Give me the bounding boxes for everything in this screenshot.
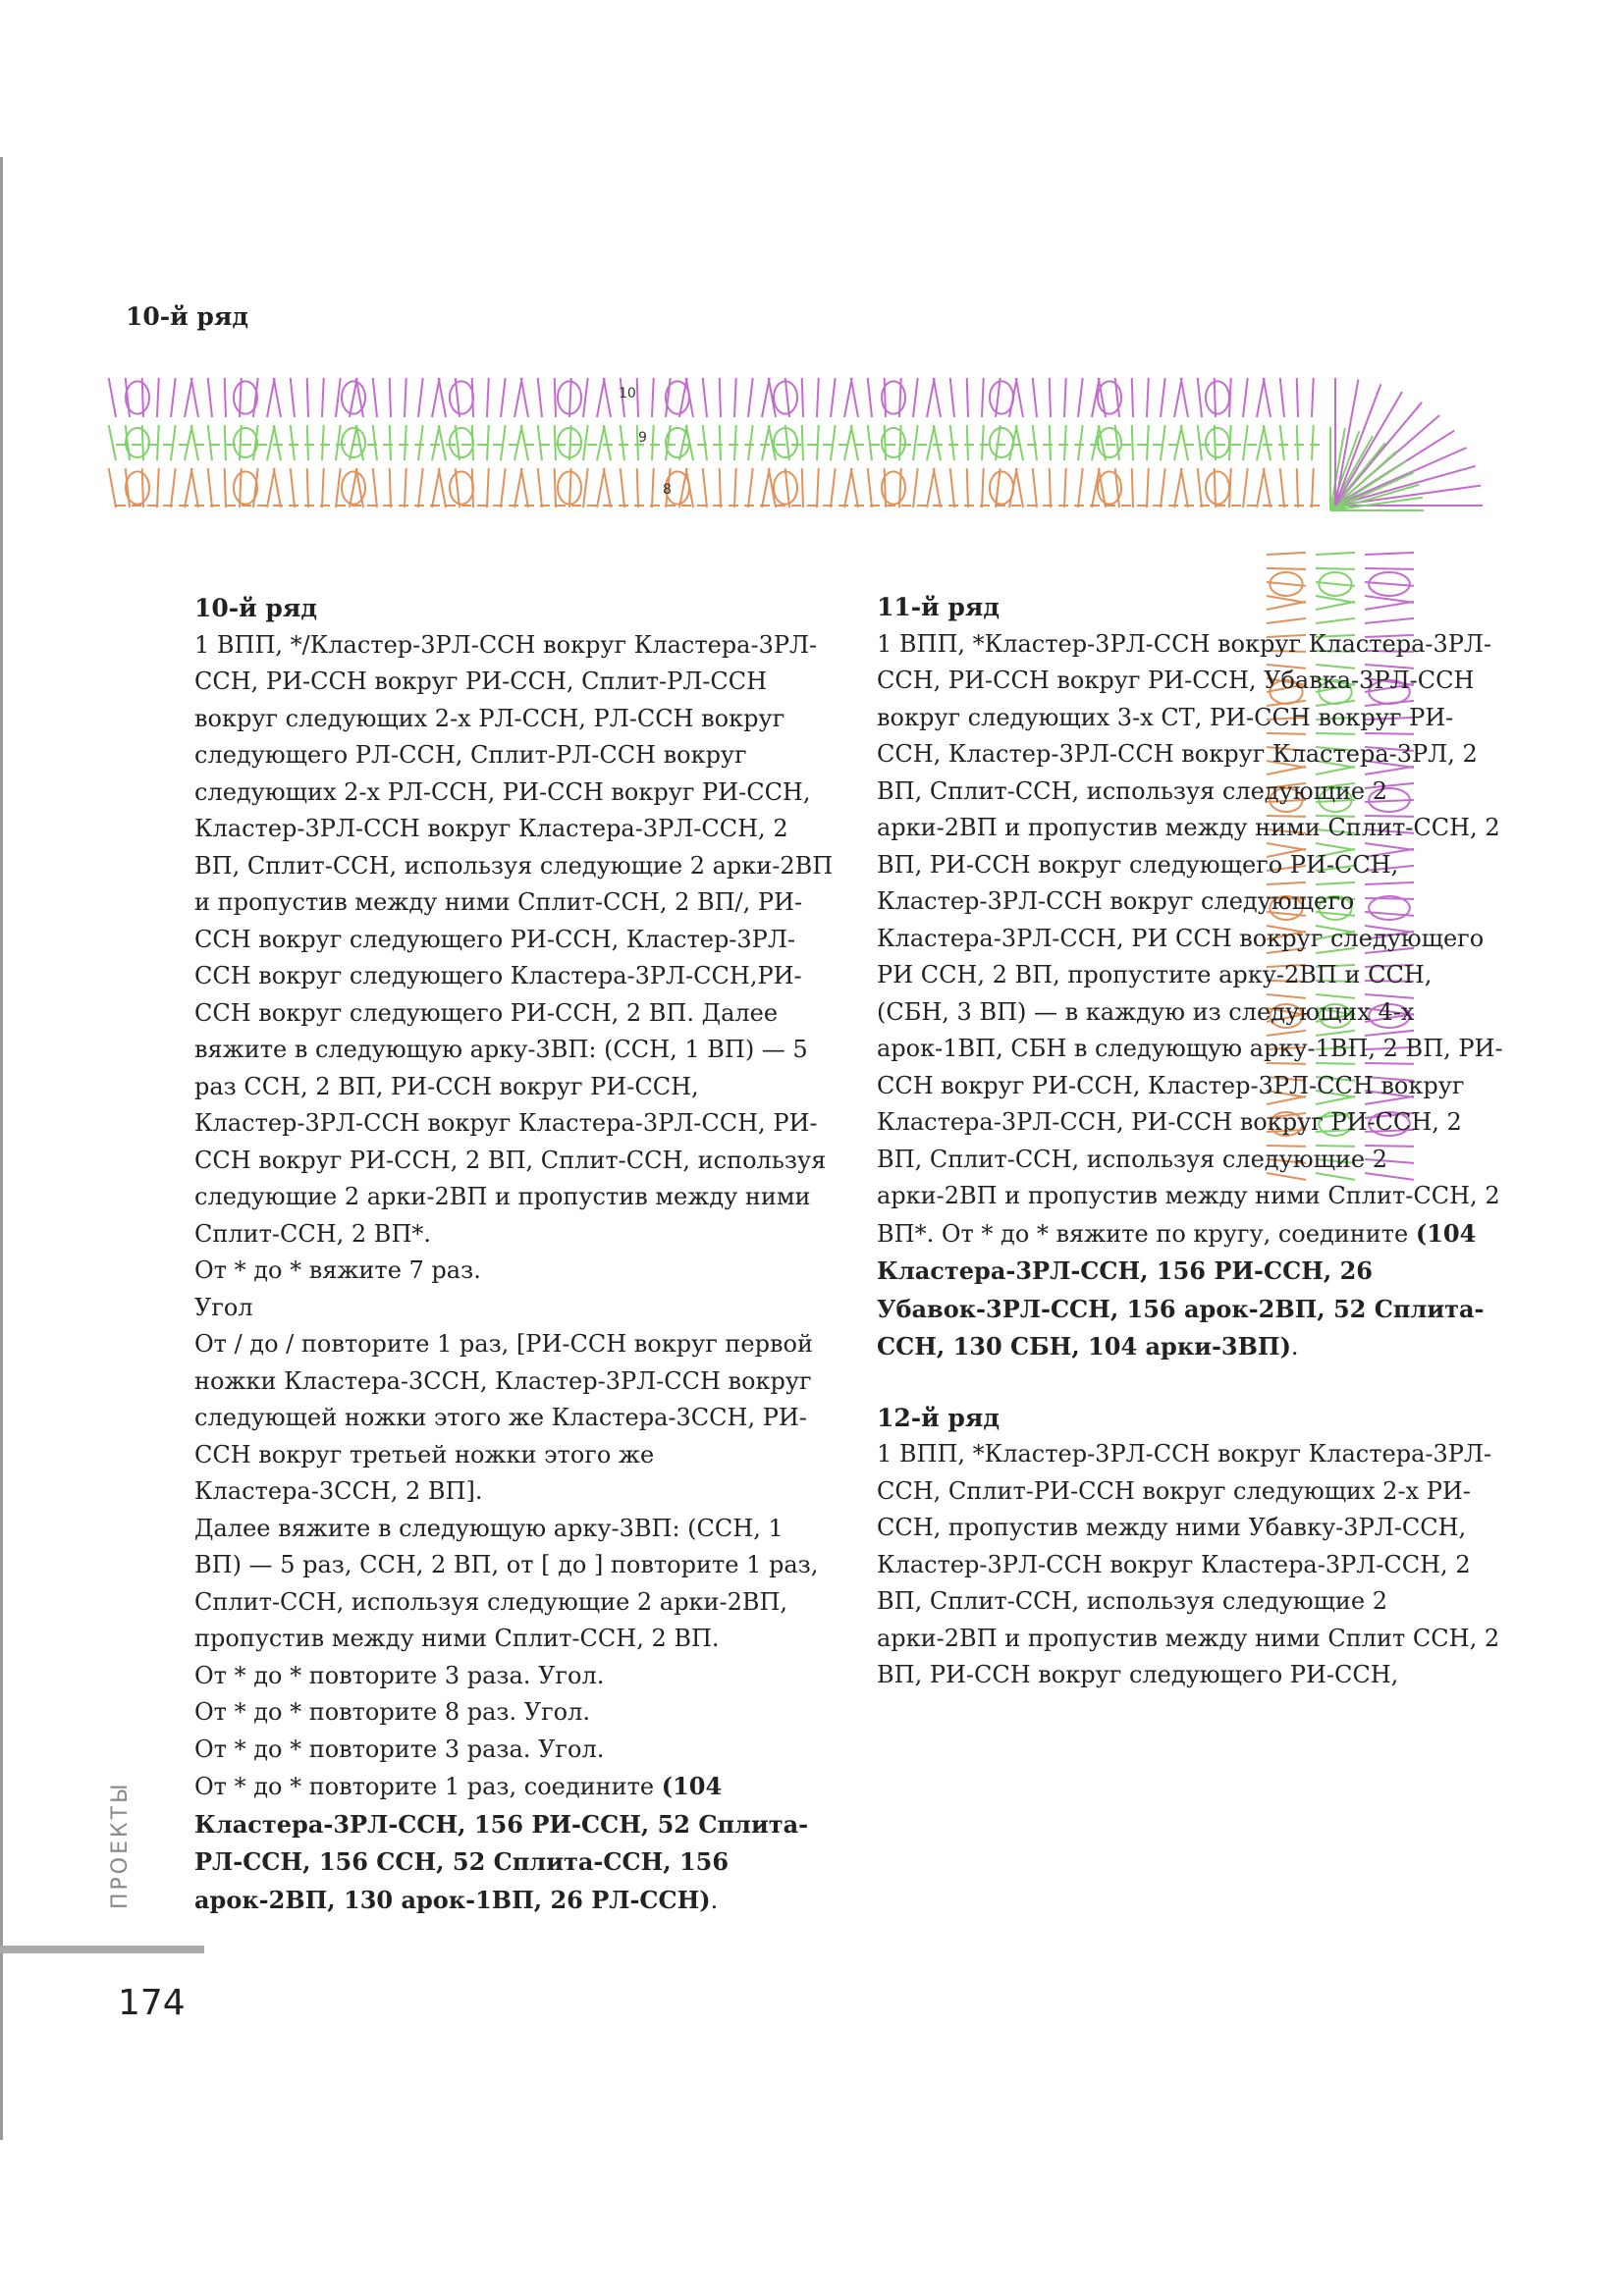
row9-stitch [652, 425, 654, 460]
row10-stitch [521, 378, 528, 417]
row8-stitch [844, 468, 852, 507]
row8-stitch [868, 468, 872, 507]
row8-stitch [885, 468, 886, 507]
row9-stitch [291, 425, 295, 460]
row8-stitch [1161, 468, 1165, 507]
row10-stitch [583, 378, 588, 417]
row8-stitch [225, 468, 226, 507]
row8-stitch [1198, 468, 1202, 507]
row8-stitch-cluster [450, 471, 473, 504]
row9-stitch [307, 425, 308, 460]
row10-stitch [439, 378, 446, 417]
row10-stitch [274, 378, 281, 417]
corner-fan-stitch [1335, 402, 1422, 506]
row9-stitch [1257, 425, 1265, 460]
row8-stitch [1280, 468, 1284, 507]
row9-stitch [208, 425, 212, 460]
row9-stitch [621, 425, 624, 460]
row8-stitch [967, 468, 968, 507]
row9-stitch [322, 425, 324, 460]
row9-stitch-vertical [1316, 568, 1355, 569]
row8-stitch [802, 468, 803, 507]
row8-stitch [1174, 468, 1182, 507]
row10-stitch [844, 378, 852, 417]
row10-stitch-cluster [450, 381, 473, 413]
row8-stitch [109, 468, 116, 507]
row10-final-text: От * до * повторите 1 раз, соедините [194, 1773, 662, 1800]
row10-stitch [555, 378, 556, 417]
row9-stitch [569, 425, 571, 460]
row10-stitch [350, 378, 357, 417]
row9-stitch-cluster [234, 428, 257, 457]
row10-stitch [487, 378, 489, 417]
row10-stitch [1050, 378, 1051, 417]
row9-stitch [185, 425, 192, 460]
row9-stitch-cluster [126, 428, 149, 457]
row10-stitch [185, 378, 192, 417]
row9-stitch [1161, 425, 1165, 460]
row9-stitch-cluster [1206, 428, 1229, 457]
row9-stitch [1147, 425, 1149, 460]
row8-stitch [208, 468, 212, 507]
row10-stitch [1132, 378, 1133, 417]
row10-stitch [1312, 378, 1314, 417]
row8-stitch [1215, 468, 1216, 507]
row10-stitch [225, 378, 226, 417]
row10-stitch-vertical [1365, 568, 1414, 569]
row10-stitch [934, 378, 941, 417]
row11-end: . [1290, 1333, 1299, 1361]
row10-stitch [868, 378, 872, 417]
row10-stitch [501, 378, 506, 417]
row10-stitch [1243, 378, 1248, 417]
row10-stitch [1174, 378, 1182, 417]
row8-stitch [1257, 468, 1265, 507]
row8-stitch [1050, 468, 1051, 507]
row9-stitch [418, 425, 423, 460]
row10-stitch [734, 378, 736, 417]
row9-stitch [785, 425, 789, 460]
row9-stitch [432, 425, 440, 460]
row8-stitch-cluster [990, 471, 1013, 504]
row11-text: 1 ВПП, *Кластер-3РЛ-ССН вокруг Кластера-3РЛ-ССН, РИ-ССН вокруг РИ-ССН, Убавка-3РЛ-ССН вокруг следующих 3-х СТ, РИ-ССН вокруг РИ-ССН, Кластер-3РЛ-ССН вокруг Кластера-3РЛ, 2 ВП, Сплит-ССН, используя следующие 2 арки-2ВП и пропустив между ними Сплит-ССН, 2 ВП, РИ-ССН вокруг следующего РИ-ССН, Кластер-3РЛ-ССН вокруг следующего Кластера-3РЛ-ССН, РИ ССН вокруг следующего РИ ССН, 2 ВП, пропустите арку-2ВП и ССН, (СБН, 3 ВП) — в каждую из следующих 4-х арок-1ВП, СБН в следующую арку-1ВП, 2 ВП, РИ-ССН вокруг РИ-ССН, Кластер-3РЛ-ССН вокруг Кластера-3РЛ-ССН, РИ-ССН вокруг РИ-ССН, 2 ВП, Сплит-ССН, используя следующие 2 арки-2ВП и пропустив между ними Сплит-ССН, 2 ВП*. От * до * вяжите по кругу, соедините [877, 629, 1503, 1248]
row9-stitch [390, 425, 391, 460]
row10-stitch [1161, 378, 1165, 417]
row9-stitch [1016, 425, 1023, 460]
row8-stitch [597, 468, 605, 507]
row10-stitch [913, 378, 918, 417]
row10-stitch [982, 378, 984, 417]
row8-stitch [538, 468, 542, 507]
row10-heading: 10-й ряд [194, 594, 318, 622]
row10-stitch [1078, 378, 1083, 417]
row10-stitch [191, 378, 198, 417]
row10-stitch [604, 378, 611, 417]
row8-stitch [785, 468, 789, 507]
row10-stitch [762, 378, 770, 417]
row8-stitch [1132, 468, 1133, 507]
row10-stitch-cluster [1206, 381, 1229, 413]
row10-instructions: 1 ВПП, */Кластер-3РЛ-ССН вокруг Кластера-3РЛ-ССН, РИ-ССН вокруг РИ-ССН, Сплит-РЛ-ССН вокруг следующих 2-х РЛ-ССН, РЛ-ССН вокруг следующего РЛ-ССН, Сплит-РЛ-ССН вокруг следующих 2-х РЛ-ССН, РИ-ССН вокруг РИ-ССН, Кластер-3РЛ-ССН вокруг Кластера-3РЛ-ССН, 2 ВП, Сплит-ССН, используя следующие 2 арки-2ВП и пропустив между ними Сплит-ССН, 2 ВП/, РИ-ССН вокруг следующего РИ-ССН, Кластер-3РЛ-ССН вокруг следующего Кластера-3РЛ-ССН,РИ-ССН вокруг следующего РИ-ССН, 2 ВП. Далее вяжите в следующую арку-3ВП: (ССН, 1 ВП) — 5 раз ССН, 2 ВП, РИ-ССН вокруг РИ-ССН, Кластер-3РЛ-ССН вокруг Кластера-3РЛ-ССН, РИ-ССН вокруг РИ-ССН, 2 ВП, Сплит-ССН, используя следующие 2 арки-2ВП и пропустив между ними Сплит-ССН, 2 ВП*. [194, 630, 834, 1248]
row9-stitch [734, 425, 736, 460]
row8-stitch-cluster [1206, 471, 1229, 504]
row9-stitch [1050, 425, 1051, 460]
section-side-label: ПРОЕКТЫ [108, 1781, 133, 1909]
row8-stitch [1243, 468, 1248, 507]
row10-stitch [885, 378, 886, 417]
row8-stitch [439, 468, 446, 507]
row10-stitch [652, 378, 654, 417]
row8-stitch [432, 468, 440, 507]
row9-stitch [350, 425, 357, 460]
row10-stitch-cluster [126, 381, 149, 413]
row9-stitch [1181, 425, 1188, 460]
row9-stitch [274, 425, 281, 460]
row9-stitch [1033, 425, 1037, 460]
row8-stitch [350, 468, 357, 507]
row9-stitch [831, 425, 836, 460]
corner-instructions: От / до / повторите 1 раз, [РИ-ССН вокруг первой ножки Кластера-3ССН, Кластер-3РЛ-ССН вокруг следующей ножки этого же Кластера-3ССН, РИ-ССН вокруг третьей ножки этого же Кластера-3ССН, 2 ВП]. [194, 1330, 813, 1505]
row8-stitch [569, 468, 571, 507]
row10-stitch [1064, 378, 1066, 417]
row8-stitch [720, 468, 721, 507]
row10-stitch [1257, 378, 1265, 417]
repeat-line-1: От * до * повторите 3 раза. Угол. [194, 1661, 605, 1689]
row11-totals: (104 Кластера-3РЛ-ССН, 156 РИ-ССН, 26 Убавок-3РЛ-ССН, 156 арок-2ВП, 52 Сплита-ССН, 130 СБН, 104 арки-3ВП) [877, 1218, 1485, 1361]
row8-stitch [322, 468, 324, 507]
row9-stitch [1132, 425, 1133, 460]
repeat-line-2: От * до * повторите 8 раз. Угол. [194, 1698, 591, 1726]
row9-stitch [885, 425, 886, 460]
row8-stitch [171, 468, 176, 507]
row9-stitch [748, 425, 753, 460]
row9-stitch [967, 425, 968, 460]
row9-stitch [267, 425, 275, 460]
row10-stitch [720, 378, 721, 417]
row10-stitch-cluster [234, 381, 257, 413]
row8-stitch [748, 468, 753, 507]
row9-stitch [521, 425, 528, 460]
left-edge-rule [0, 157, 3, 2140]
row8-stitch [1033, 468, 1037, 507]
row10-stitch [817, 378, 819, 417]
row8-stitch [157, 468, 159, 507]
row10-stitch [703, 378, 707, 417]
row10-stitch [373, 378, 377, 417]
row9-stitch [191, 425, 198, 460]
row8-stitch [514, 468, 522, 507]
right-column [877, 589, 1505, 1694]
row-label-8: 8 [663, 482, 672, 498]
row8-stitch [1312, 468, 1314, 507]
row10-totals: (104 Кластера-3РЛ-ССН, 156 РИ-ССН, 52 Сплита-РЛ-ССН, 156 ССН, 52 Сплита-ССН, 156 арок-2ВП, 130 арок-1ВП, 26 РЛ-ССН) [194, 1772, 809, 1914]
row9-stitch-vertical [1316, 553, 1355, 555]
row10-stitch [597, 378, 605, 417]
row8-stitch [1147, 468, 1149, 507]
row9-stitch [844, 425, 852, 460]
row8-stitch [185, 468, 192, 507]
row8-stitch [336, 468, 341, 507]
row9-stitch [927, 425, 935, 460]
row8-stitch [652, 468, 654, 507]
row8-stitch-vertical [1267, 582, 1306, 586]
row8-stitch [621, 468, 624, 507]
row10-stitch [171, 378, 176, 417]
row9-stitch-vertical [1316, 582, 1355, 586]
row9-stitch [817, 425, 819, 460]
row8-stitch [734, 468, 736, 507]
row8-stitch [637, 468, 638, 507]
row9-stitch-cluster [666, 428, 689, 457]
row10-stitch [1181, 378, 1188, 417]
row9-stitch [514, 425, 522, 460]
row10-stitch [831, 378, 836, 417]
row8-stitch [390, 468, 391, 507]
row10-final-end: . [710, 1886, 719, 1914]
row9-stitch [1280, 425, 1284, 460]
row8-stitch-cluster [234, 471, 257, 504]
row10-stitch [322, 378, 324, 417]
row8-stitch [291, 468, 295, 507]
row9-stitch [1264, 425, 1271, 460]
row9-stitch [1198, 425, 1202, 460]
row9-stitch [225, 425, 226, 460]
row9-stitch [501, 425, 506, 460]
row11-heading: 11-й ряд [877, 593, 1001, 621]
row8-stitch [191, 468, 198, 507]
row9-stitch [109, 425, 116, 460]
row9-stitch [1243, 425, 1248, 460]
row8-stitch [950, 468, 954, 507]
row10-stitch [157, 378, 159, 417]
row10-stitch [637, 378, 638, 417]
row8-stitch [1181, 468, 1188, 507]
row9-stitch [703, 425, 707, 460]
row8-stitch [703, 468, 707, 507]
row9-stitch [1174, 425, 1182, 460]
row8-stitch [583, 468, 588, 507]
row8-stitch [1064, 468, 1066, 507]
row10-stitch [432, 378, 440, 417]
row10-stitch [1016, 378, 1023, 417]
row9-stitch [851, 425, 858, 460]
row10-stitch [851, 378, 858, 417]
row9-stitch [762, 425, 770, 460]
page-number: 174 [118, 1983, 186, 2023]
row10-repeat: От * до * вяжите 7 раз. [194, 1256, 481, 1284]
row8-stitch [982, 468, 984, 507]
row10-stitch [514, 378, 522, 417]
diagram-title: 10-й ряд [126, 302, 249, 331]
row8-stitch [1016, 468, 1023, 507]
row12-instructions: 1 ВПП, *Кластер-3РЛ-ССН вокруг Кластера-3РЛ-ССН, Сплит-РИ-ССН вокруг следующих 2-х РИ-ССН, пропустив между ними Убавку-3РЛ-ССН, Кластер-3РЛ-ССН вокруг Кластера-3РЛ-ССН, 2 ВП, Сплит-ССН, используя следующие 2 арки-2ВП и пропустив между ними Сплит ССН, 2 ВП, РИ-ССН вокруг следующего РИ-ССН, [877, 1440, 1500, 1688]
row8-stitch [373, 468, 377, 507]
row8-stitch-vertical [1267, 553, 1306, 555]
row-label-9: 9 [638, 430, 647, 446]
row8-stitch [274, 468, 281, 507]
row10-final [194, 1768, 838, 1919]
row10-stitch [785, 378, 789, 417]
row9-stitch [487, 425, 489, 460]
row8-stitch [831, 468, 836, 507]
row10-stitch-vertical [1365, 582, 1414, 586]
row9-stitch [1064, 425, 1066, 460]
row8-stitch [267, 468, 275, 507]
row8-stitch [487, 468, 489, 507]
row10-stitch [291, 378, 295, 417]
row8-stitch [851, 468, 858, 507]
row9-stitch [336, 425, 341, 460]
row10-stitch [569, 378, 571, 417]
row9-stitch [720, 425, 721, 460]
row8-stitch [521, 468, 528, 507]
row10-stitch-vertical [1365, 553, 1414, 555]
row8-stitch [405, 468, 406, 507]
row8-stitch [555, 468, 556, 507]
row10-stitch [336, 378, 341, 417]
row9-stitch [171, 425, 176, 460]
row9-stitch-cluster [450, 428, 473, 457]
row9-stitch [373, 425, 377, 460]
row10-stitch [1198, 378, 1202, 417]
row10-stitch [1215, 378, 1216, 417]
row9-stitch [597, 425, 605, 460]
row9-stitch-cluster [990, 428, 1013, 457]
row11-instructions [877, 626, 1505, 1366]
row10-stitch [538, 378, 542, 417]
row9-stitch [868, 425, 872, 460]
row9-stitch [934, 425, 941, 460]
row-label-10: 10 [619, 386, 636, 401]
arc-instructions: Далее вяжите в следующую арку-3ВП: (ССН, 1 ВП) — 5 раз, ССН, 2 ВП, от [ до ] повторите 1 раз, Сплит-ССН, используя следующие 2 арки-2ВП, пропустив между ними Сплит-ССН, 2 ВП. [194, 1514, 819, 1652]
row9-stitch [604, 425, 611, 460]
row10-stitch [1280, 378, 1284, 417]
row9-stitch [405, 425, 406, 460]
row9-stitch [555, 425, 556, 460]
row10-stitch [950, 378, 954, 417]
repeat-line-3: От * до * повторите 3 раза. Угол. [194, 1735, 605, 1763]
row10-stitch [418, 378, 423, 417]
row8-stitch [501, 468, 506, 507]
row10-stitch [405, 378, 406, 417]
row10-stitch-cluster [990, 381, 1013, 413]
row10-stitch [802, 378, 803, 417]
row8-stitch [418, 468, 423, 507]
row8-stitch [604, 468, 611, 507]
row8-stitch [934, 468, 941, 507]
row10-stitch [1147, 378, 1149, 417]
row9-stitch [157, 425, 159, 460]
row9-stitch [1215, 425, 1216, 460]
row9-stitch [1297, 425, 1298, 460]
row9-stitch [583, 425, 588, 460]
row9-stitch [913, 425, 918, 460]
row10-stitch [1297, 378, 1298, 417]
row9-stitch [982, 425, 984, 460]
row10-stitch [109, 378, 116, 417]
row8-stitch [927, 468, 935, 507]
row8-stitch [762, 468, 770, 507]
corner-label: Угол [194, 1293, 253, 1321]
row10-stitch [1033, 378, 1037, 417]
row8-stitch [307, 468, 308, 507]
row10-stitch [307, 378, 308, 417]
row9-stitch [1312, 425, 1314, 460]
row10-stitch [927, 378, 935, 417]
row10-stitch-cluster [666, 381, 689, 413]
row9-stitch [439, 425, 446, 460]
section-bar [0, 1946, 204, 1953]
row8-stitch [1078, 468, 1083, 507]
left-column [194, 590, 838, 1919]
row8-stitch [1264, 468, 1271, 507]
row10-stitch [267, 378, 275, 417]
row10-stitch [748, 378, 753, 417]
row8-stitch-cluster [126, 471, 149, 504]
row10-stitch [208, 378, 212, 417]
row9-stitch [1078, 425, 1083, 460]
row10-stitch [1264, 378, 1271, 417]
row10-stitch [390, 378, 391, 417]
row8-stitch [817, 468, 819, 507]
row8-stitch-vertical [1267, 568, 1306, 569]
row9-stitch [950, 425, 954, 460]
row8-stitch [913, 468, 918, 507]
row10-stitch [967, 378, 968, 417]
row9-stitch [802, 425, 803, 460]
row9-stitch [538, 425, 542, 460]
row8-stitch [1297, 468, 1298, 507]
row12-heading: 12-й ряд [877, 1403, 1001, 1432]
